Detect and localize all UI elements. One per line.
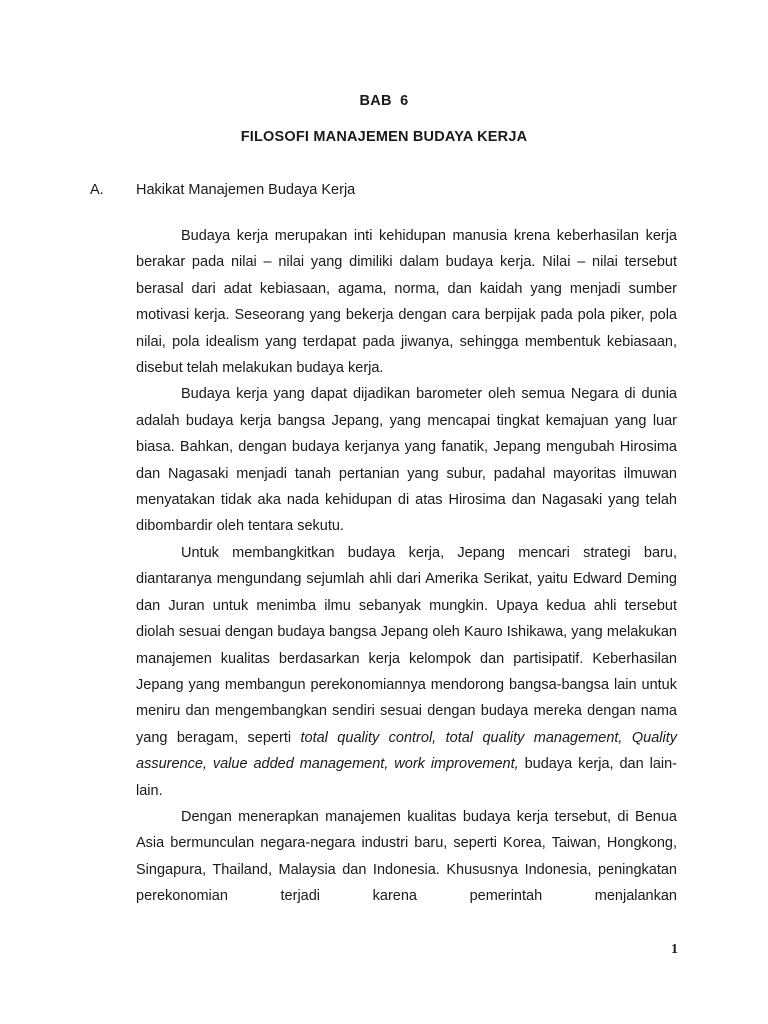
body-text [136,223,677,910]
section-title: Hakikat Manajemen Budaya Kerja [136,182,356,198]
paragraph-3-end: budaya kerja, dan lain-lain. [136,756,677,799]
page-number: 1 [671,942,678,957]
section-heading [90,182,355,198]
paragraph-3-text: Untuk membangkitkan budaya kerja, Jepang mencari strategi baru, diantaranya mengundang sejumlah ahli dari Amerika Serikat, yaitu Edward Deming dan Juran untuk menimba ilmu sebanyak mungkin. Upaya kedua ahli tersebut diolah sesuai dengan budaya bangsa Jepang oleh Kauro Ishikawa, yang melakukan manajemen kualitas berdasarkan kerja kelompok dan partisipatif. Keberhasilan Jepang yang membangun perekonomiannya mendorong bangsa-bangsa lain untuk meniru dan mengembangkan sendiri sesuai dengan budaya mereka dengan nama yang beragam, seperti [136,544,677,746]
paragraph-3 [136,540,677,804]
chapter-title: FILOSOFI MANAJEMEN BUDAYA KERJA [240,129,528,145]
chapter-number: BAB 6 [359,93,409,109]
section-letter: A. [90,182,104,198]
paragraph-4: Dengan menerapkan manajemen kualitas budaya kerja tersebut, di Benua Asia bermunculan negara-negara industri baru, seperti Korea, Taiwan, Hongkong, Singapura, Thailand, Malaysia dan Indonesia. Khususnya Indonesia, peningkatan perekonomian terjadi karena pemerintah menjalankan [136,808,677,905]
paragraph-2: Budaya kerja yang dapat dijadikan barometer oleh semua Negara di dunia adalah budaya kerja bangsa Jepang, yang mencapai tingkat kemajuan yang luar biasa. Bahkan, dengan budaya kerjanya yang fanatik, Jepang mengubah Hirosima dan Nagasaki menjadi tanah pertanian yang subur, padahal mayoritas ilmuwan menyatakan tidak aka nada kehidupan di atas Hirosima dan Nagasaki yang telah dibombardir oleh tentara sekutu. [136,386,677,535]
paragraph-3-italic-terms: total quality control, total quality management, Quality assurence, value added management, work improvement, [136,729,677,773]
paragraph-1: Budaya kerja merupakan inti kehidupan manusia krena keberhasilan kerja berakar pada nilai – nilai yang dimiliki dalam budaya kerja. Nilai – nilai tersebut berasal dari adat kebiasaan, agama, norma, dan kaidah yang menjadi sumber motivasi kerja. Seseorang yang bekerja dengan cara berpijak pada pola piker, pola nilai, pola idealism yang terdapat pada jiwanya, sehingga membentuk kebiasaan, disebut telah melakukan budaya kerja. [136,228,677,377]
